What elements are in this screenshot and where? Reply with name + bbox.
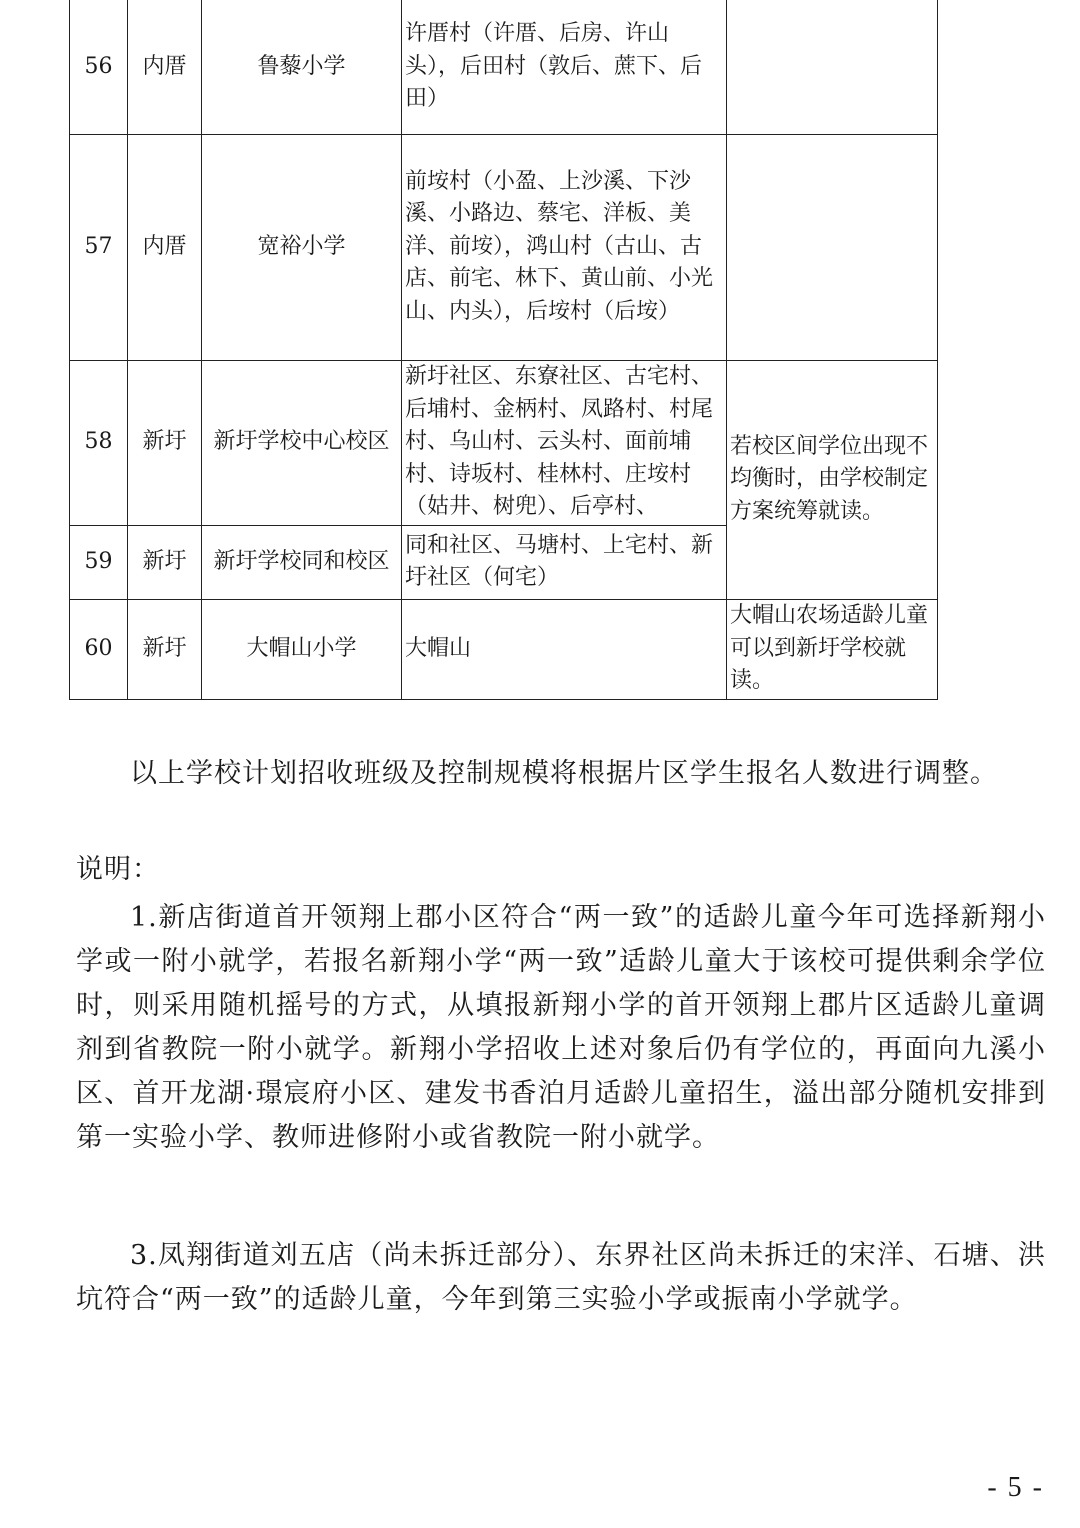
note-3-paragraph: 3.凤翔街道刘五店（尚未拆迁部分）、东界社区尚未拆迁的宋洋、石塘、洪坑符合“两一致”的适龄儿童，今年到第三实验小学或振南小学就学。 <box>76 1240 1046 1315</box>
table-row <box>70 0 938 134</box>
note-cell: 若校区间学位出现不均衡时，由学校制定方案统筹就读。 <box>727 360 938 599</box>
note-cell <box>727 134 938 360</box>
row-number: 59 <box>70 525 128 599</box>
school-zone-table <box>69 0 938 700</box>
note-cell: 大帽山农场适龄儿童可以到新圩学校就读。 <box>727 599 938 699</box>
row-number: 56 <box>70 0 128 134</box>
row-number: 57 <box>70 134 128 360</box>
note-cell <box>727 0 938 134</box>
school-cell: 大帽山小学 <box>202 599 402 699</box>
district-cell: 新圩 <box>128 599 202 699</box>
table-row <box>70 599 938 699</box>
school-cell: 鲁藜小学 <box>202 0 402 134</box>
areas-cell: 前垵村（小盈、上沙溪、下沙溪、小路边、蔡宅、洋板、美洋、前垵），鸿山村（古山、古店、前宅、林下、黄山前、小光山、内头），后垵村（后垵） <box>402 134 727 360</box>
district-cell: 新圩 <box>128 360 202 525</box>
school-cell: 新圩学校同和校区 <box>202 525 402 599</box>
school-cell: 宽裕小学 <box>202 134 402 360</box>
table-row <box>70 134 938 360</box>
note-1-paragraph: 1.新店街道首开领翔上郡小区符合“两一致”的适龄儿童今年可选择新翔小学或一附小就学，若报名新翔小学“两一致”适龄儿童大于该校可提供剩余学位时，则采用随机摇号的方式，从填报新翔小学的首开领翔上郡片区适龄儿童调剂到省教院一附小就学。新翔小学招收上述对象后仍有学位的，再面向九溪小区、首开龙湖·璟宸府小区、建发书香泊月适龄儿童招生，溢出部分随机安排到第一实验小学、教师进修附小或省教院一附小就学。 <box>76 902 1046 1153</box>
areas-cell: 新圩社区、东寮社区、古宅村、后埔村、金柄村、凤路村、村尾村、乌山村、云头村、面前埔村、诗坂村、桂林村、庄垵村（姑井、树兜）、后亭村、 <box>402 360 727 525</box>
district-cell: 新圩 <box>128 525 202 599</box>
row-number: 60 <box>70 599 128 699</box>
adjustment-paragraph: 以上学校计划招收班级及控制规模将根据片区学生报名人数进行调整。 <box>130 758 998 789</box>
district-cell: 内厝 <box>128 134 202 360</box>
district-cell: 内厝 <box>128 0 202 134</box>
school-cell: 新圩学校中心校区 <box>202 360 402 525</box>
notes-heading: 说明： <box>76 854 160 885</box>
areas-cell: 许厝村（许厝、后房、许山头），后田村（敦后、蔗下、后田） <box>402 0 727 134</box>
areas-cell: 大帽山 <box>402 599 727 699</box>
areas-cell: 同和社区、马塘村、上宅村、新圩社区（何宅） <box>402 525 727 599</box>
row-number: 58 <box>70 360 128 525</box>
page-number: - 5 - <box>987 1472 1044 1503</box>
table-row <box>70 360 938 525</box>
